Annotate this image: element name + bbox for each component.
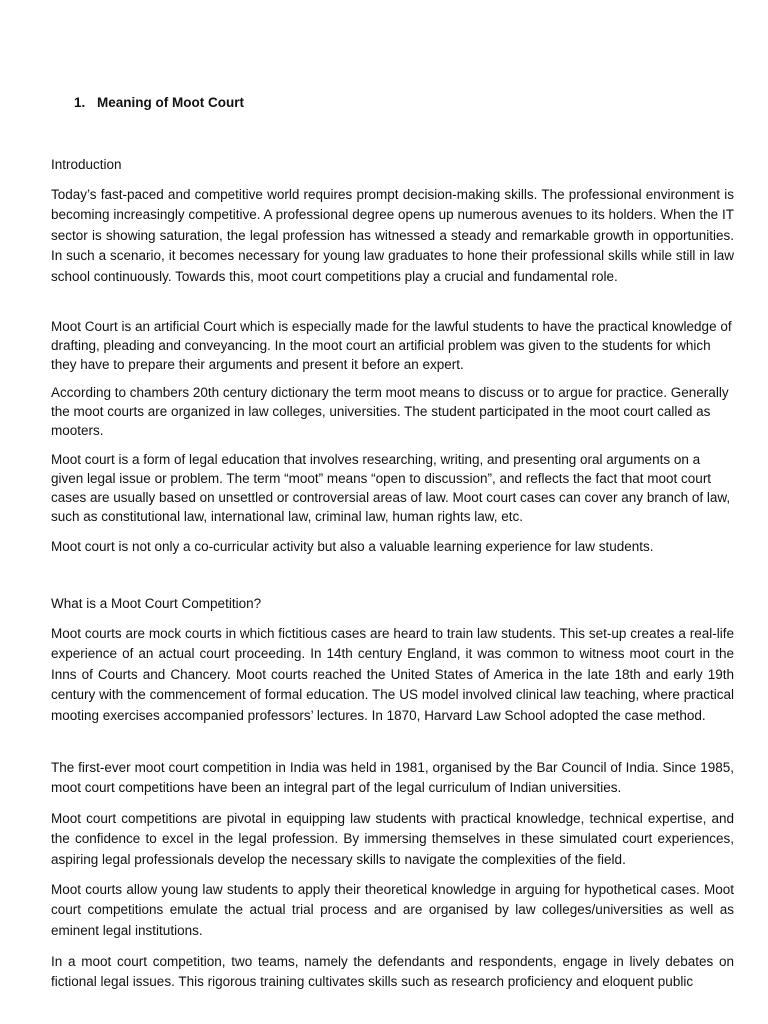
- competition-paragraph-4: Moot courts allow young law students to apply their theoretical knowledge in arguing for hypothetical cases. Moot court competitions emulate the actual trial process and are organised by law colleges/universities as well as eminent legal institutions.: [51, 882, 734, 938]
- competition-paragraph-2: The first-ever moot court competition in India was held in 1981, organised by the Bar Council of India. Since 1985, moot court competitions have been an integral part of the legal curriculum of Indian universities.: [51, 760, 734, 796]
- section-heading: [74, 93, 244, 113]
- competition-paragraph-3: Moot court competitions are pivotal in equipping law students with practical knowledge, technical expertise, and the confidence to excel in the legal profession. By immersing themselves in these simulated court experiences, aspiring legal professionals develop the necessary skills to navigate the complexities of the field.: [51, 811, 734, 867]
- intro-paragraph-4: Moot court is a form of legal education that involves researching, writing, and presenting oral arguments on a given legal issue or problem. The term “moot” means “open to discussion”, and reflects the fact that moot court cases are usually based on unsettled or controversial areas of law. Moot court cases can cover any branch of law, such as constitutional law, international law, criminal law, human rights law, etc.: [51, 452, 731, 524]
- section-title: Meaning of Moot Court: [97, 95, 244, 110]
- section-number: 1.: [74, 95, 86, 110]
- introduction-heading: Introduction: [51, 157, 122, 172]
- intro-paragraph-5: Moot court is not only a co-curricular activity but also a valuable learning experience for law students.: [51, 539, 654, 554]
- competition-paragraph-5: In a moot court competition, two teams, namely the defendants and respondents, engage in lively debates on fictional legal issues. This rigorous training cultivates skills such as research proficiency and eloquent public: [51, 954, 734, 990]
- intro-paragraph-1: Today’s fast-paced and competitive world requires prompt decision-making skills. The professional environment is becoming increasingly competitive. A professional degree opens up numerous avenues to its holders. When the IT sector is showing saturation, the legal profession has witnessed a steady and remarkable growth in opportunities. In such a scenario, it becomes necessary for young law graduates to hone their professional skills while still in law school continuously. Towards this, moot court competitions play a crucial and fundamental role.: [51, 187, 734, 284]
- competition-paragraph-1: Moot courts are mock courts in which fictitious cases are heard to train law students. This set-up creates a real-life experience of an actual court proceeding. In 14th century England, it was common to witness moot court in the Inns of Courts and Chancery. Moot courts reached the United States of America in the late 18th and early 19th century with the commencement of formal education. The US model involved clinical law teaching, where practical mooting exercises accompanied professors’ lectures. In 1870, Harvard Law School adopted the case method.: [51, 626, 734, 723]
- intro-paragraph-2: Moot Court is an artificial Court which is especially made for the lawful students to have the practical knowledge of drafting, pleading and conveyancing. In the moot court an artificial problem was given to the students for which they have to prepare their arguments and present it before an expert.: [51, 319, 732, 372]
- intro-paragraph-3: According to chambers 20th century dictionary the term moot means to discuss or to argue for practice. Generally the moot courts are organized in law colleges, universities. The student participated in the moot court called as mooters.: [51, 385, 729, 438]
- competition-heading: What is a Moot Court Competition?: [51, 596, 262, 611]
